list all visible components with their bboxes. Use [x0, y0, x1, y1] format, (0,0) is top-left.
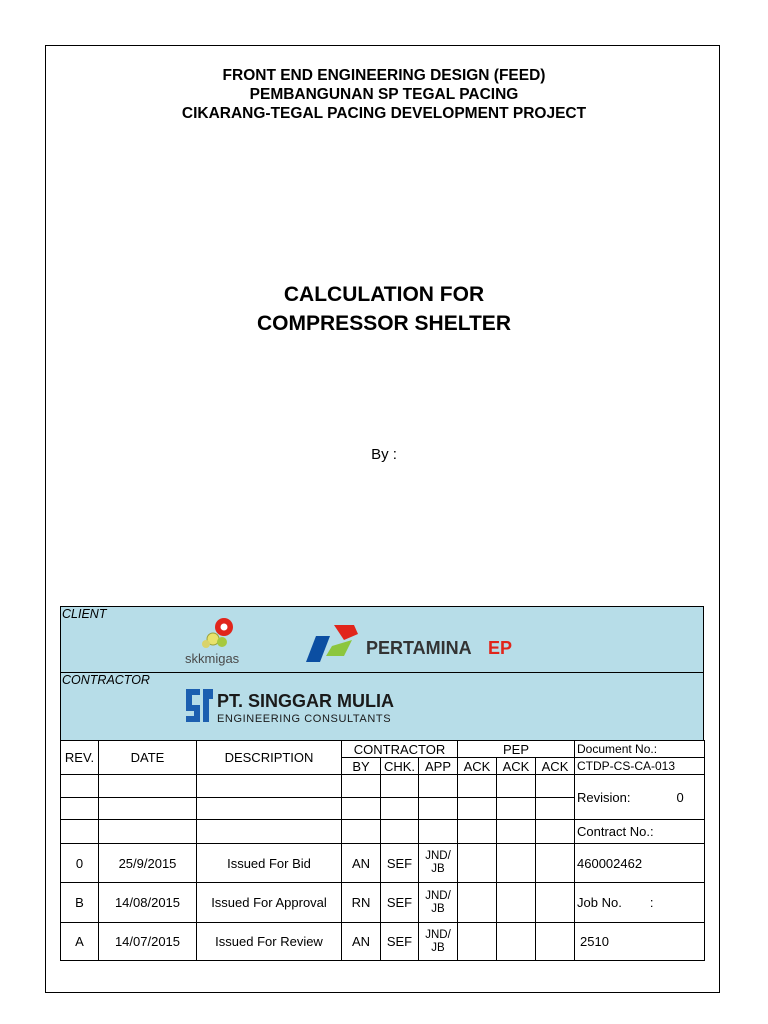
skkmigas-logo [182, 615, 272, 669]
revision-label: Revision: [577, 789, 631, 805]
project-header-line-3: CIKARANG-TEGAL PACING DEVELOPMENT PROJECT [181, 105, 587, 122]
header-ack-1: ACK [458, 758, 497, 775]
row-app: JND/ JB [419, 923, 458, 961]
header-rev: REV. [61, 741, 99, 775]
singgar-mulia-sub: ENGINEERING CONSULTANTS [217, 713, 392, 725]
header-ack-2: ACK [497, 758, 536, 775]
pertamina-logo-suffix: EP [488, 638, 513, 658]
job-no-value: 2510 [575, 923, 705, 961]
header-chk: CHK. [381, 758, 419, 775]
row-description: Issued For Approval [197, 883, 342, 923]
row-chk: SEF [381, 923, 419, 961]
revision-value: 0 [676, 789, 684, 805]
row-chk: SEF [381, 883, 419, 923]
revision-info-cell [575, 775, 705, 820]
pertamina-ep-logo [296, 622, 521, 666]
header-description: DESCRIPTION [197, 741, 342, 775]
contractor-label: CONTRACTOR [62, 673, 150, 687]
job-no-colon: : [649, 895, 654, 910]
project-header-line-2: PEMBANGUNAN SP TEGAL PACING [249, 86, 519, 103]
row-date: 14/07/2015 [99, 923, 197, 961]
document-title-line-1: CALCULATION FOR [283, 283, 485, 306]
table-row [61, 923, 705, 961]
row-rev: 0 [61, 844, 99, 883]
row-app: JND/ JB [419, 883, 458, 923]
header-by: BY [342, 758, 381, 775]
pertamina-logo-text: PERTAMINA [366, 638, 472, 658]
header-date: DATE [99, 741, 197, 775]
singgar-mulia-logo [184, 686, 404, 728]
job-no-cell [575, 883, 705, 923]
contract-no-value: 460002462 [575, 844, 705, 883]
row-rev: A [61, 923, 99, 961]
header-contractor: CONTRACTOR [342, 741, 458, 758]
table-row [61, 883, 705, 923]
by-label: By : [371, 446, 397, 463]
table-row [61, 844, 705, 883]
table-row [61, 820, 705, 844]
document-no-label: Document No.: [575, 741, 705, 758]
header-ack-3: ACK [536, 758, 575, 775]
singgar-mulia-name: PT. SINGGAR MULIA [217, 691, 395, 711]
row-by: AN [342, 923, 381, 961]
header-pep: PEP [458, 741, 575, 758]
project-header-line-1: FRONT END ENGINEERING DESIGN (FEED) [222, 67, 546, 84]
revision-table [60, 740, 705, 961]
row-chk: SEF [381, 844, 419, 883]
header-app: APP [419, 758, 458, 775]
row-description: Issued For Bid [197, 844, 342, 883]
row-description: Issued For Review [197, 923, 342, 961]
row-date: 25/9/2015 [99, 844, 197, 883]
row-by: AN [342, 844, 381, 883]
client-label: CLIENT [62, 607, 107, 621]
row-app: JND/ JB [419, 844, 458, 883]
row-date: 14/08/2015 [99, 883, 197, 923]
row-by: RN [342, 883, 381, 923]
contract-no-label: Contract No.: [575, 820, 705, 844]
job-no-label: Job No. [577, 895, 622, 910]
row-rev: B [61, 883, 99, 923]
skkmigas-logo-text: skkmigas [185, 651, 240, 666]
table-row [61, 775, 705, 798]
document-no-value: CTDP-CS-CA-013 [575, 758, 705, 775]
document-title-line-2: COMPRESSOR SHELTER [257, 312, 511, 335]
